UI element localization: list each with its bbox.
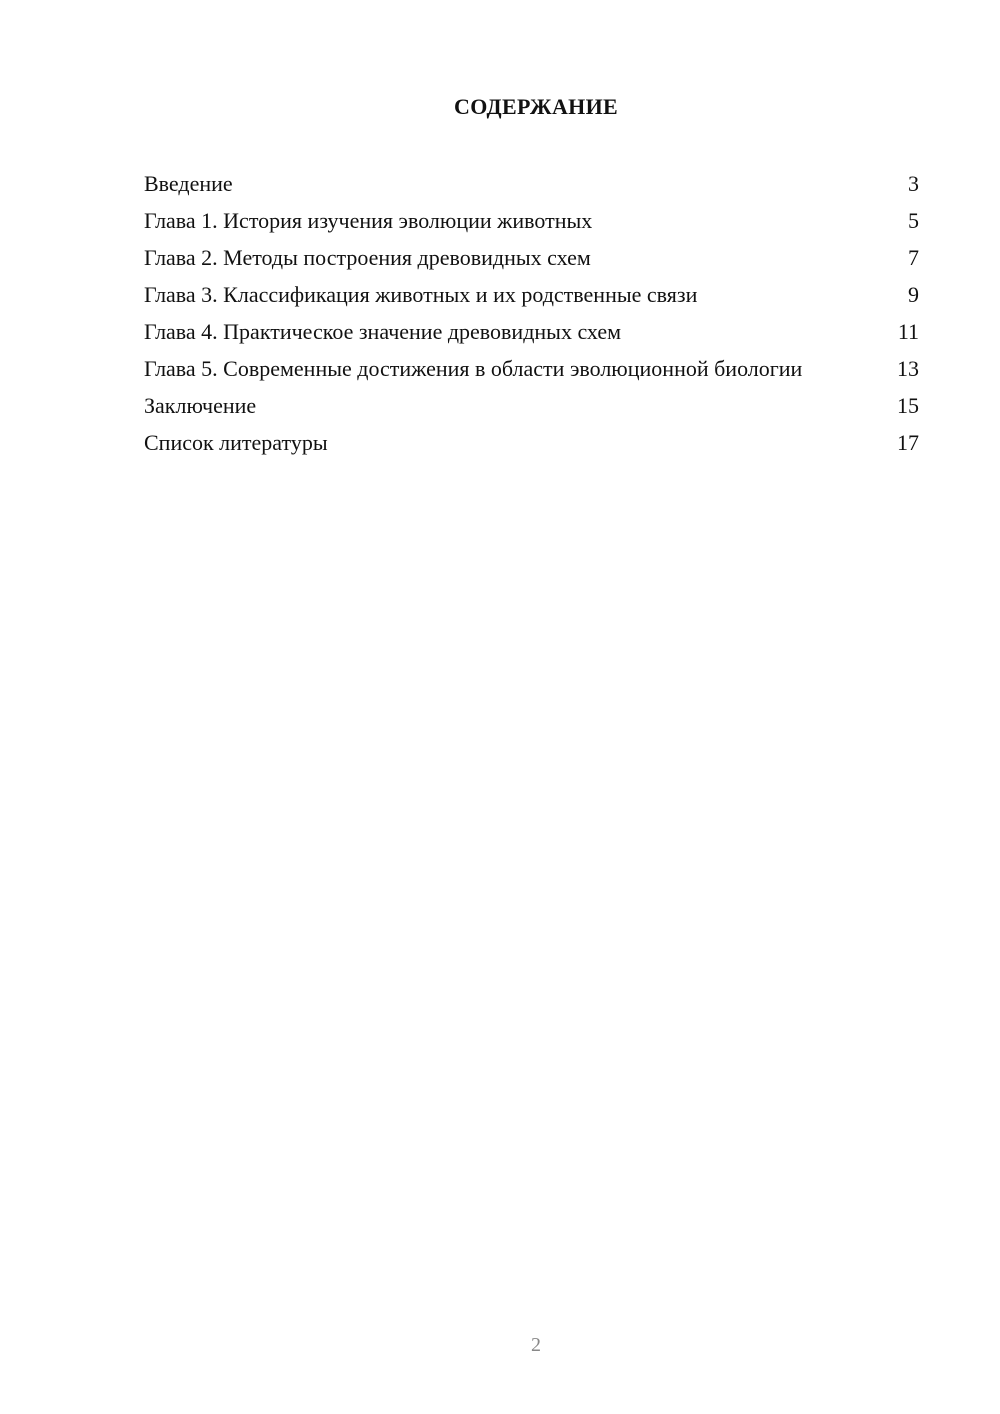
toc-entry-title: Список литературы — [144, 430, 328, 455]
toc-entry-title: Глава 2. Методы построения древовидных схем — [144, 245, 591, 270]
toc-entry-introduction — [144, 170, 919, 197]
toc-entry-page: 7 — [908, 245, 919, 270]
toc-entry-page: 17 — [897, 430, 919, 455]
toc-entry-chapter-1 — [144, 207, 919, 234]
toc-entry-conclusion — [144, 392, 919, 419]
toc-entry-title: Глава 3. Классификация животных и их родственные связи — [144, 282, 698, 307]
toc-entry-page: 11 — [897, 319, 919, 344]
toc-entry-title: Заключение — [144, 393, 257, 418]
toc-entry-title: Глава 4. Практическое значение древовидных схем — [144, 319, 622, 344]
toc-entry-title: Глава 5. Современные достижения в области эволюционной биологии — [144, 356, 803, 381]
toc-entry-chapter-3 — [144, 281, 919, 308]
toc-entry-page: 9 — [908, 282, 919, 307]
page-number: 2 — [531, 1334, 541, 1356]
toc-entry-title: Введение — [144, 171, 233, 196]
toc-entry-chapter-2 — [144, 244, 919, 271]
toc-entry-references — [144, 429, 919, 456]
toc-entry-chapter-4 — [144, 318, 919, 345]
toc-entry-chapter-5 — [144, 355, 919, 382]
toc-entry-page: 3 — [908, 171, 919, 196]
page-title: СОДЕРЖАНИЕ — [454, 94, 618, 119]
toc-entry-page: 13 — [897, 356, 919, 381]
toc-entry-page: 5 — [908, 208, 919, 233]
toc-entry-title: Глава 1. История изучения эволюции животных — [144, 208, 593, 233]
toc-entry-page: 15 — [897, 393, 919, 418]
table-of-contents — [144, 170, 919, 466]
